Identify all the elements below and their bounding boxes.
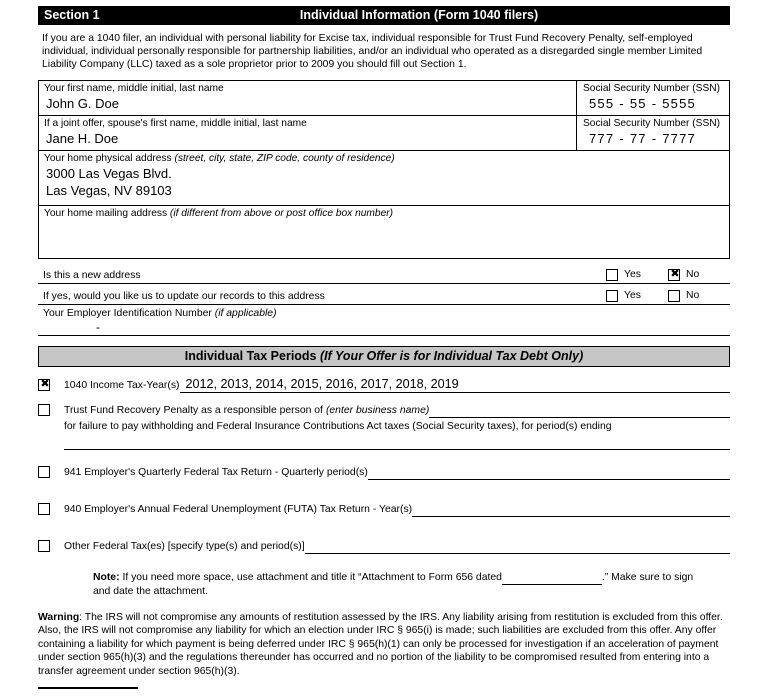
tax-period-tfrp-content bbox=[64, 402, 730, 450]
ssn-value-1 bbox=[583, 95, 724, 112]
update-records-yes-option[interactable] bbox=[606, 290, 668, 304]
first-name-value: John G. Doe bbox=[46, 95, 119, 111]
tax-period-other-field[interactable] bbox=[305, 538, 730, 554]
physical-address-row bbox=[39, 151, 729, 206]
physical-address-label-italic: (street, city, state, ZIP code, county of residence) bbox=[174, 152, 395, 164]
checkbox-other[interactable] bbox=[38, 540, 50, 552]
mailing-address-label bbox=[44, 208, 724, 220]
mailing-address-label-italic: (if different from above or post office box number) bbox=[169, 207, 394, 219]
tax-period-row-tfrp bbox=[38, 402, 730, 450]
checkbox-tfrp[interactable] bbox=[38, 404, 50, 416]
note-text-after: .” Make sure to sign and date the attachment. bbox=[93, 571, 694, 597]
tax-period-row-1040 bbox=[38, 377, 730, 396]
tax-period-tfrp-subfield[interactable] bbox=[64, 434, 730, 450]
ssn-dash-2: - bbox=[651, 95, 658, 111]
physical-address-cell[interactable] bbox=[39, 151, 729, 205]
checkbox-col-940 bbox=[38, 501, 64, 520]
question-row-new-address bbox=[38, 263, 730, 284]
tax-period-other-content bbox=[64, 538, 730, 554]
ssn-part-3: 5555 bbox=[662, 95, 696, 111]
question-row-update-records bbox=[38, 284, 730, 305]
tax-period-other-label: Other Federal Tax(es) [specify type(s) and period(s)] bbox=[64, 540, 305, 552]
update-records-no-label: No bbox=[686, 290, 700, 302]
tax-period-940-label: 940 Employer's Annual Federal Unemployment (FUTA) Tax Return - Year(s) bbox=[64, 503, 413, 515]
tax-period-tfrp-sublabel: for failure to pay withholding and Federal Insurance Contributions Act taxes (Social Security taxes), for period(s) ending bbox=[64, 420, 612, 432]
new-address-no-option[interactable] bbox=[668, 269, 730, 283]
mailing-address-cell[interactable] bbox=[39, 206, 729, 258]
checkbox-941[interactable] bbox=[38, 466, 50, 478]
tax-period-941-content bbox=[64, 464, 730, 480]
tax-periods-header bbox=[38, 346, 730, 367]
tax-period-1040-content bbox=[64, 377, 730, 393]
tax-period-row-940 bbox=[38, 501, 730, 520]
checkbox-col-tfrp bbox=[38, 402, 64, 421]
tax-period-940-line bbox=[64, 501, 730, 517]
question-text-update-records: If yes, would you like us to update our records to this address bbox=[43, 290, 325, 302]
ssn2-dash-1: - bbox=[619, 130, 625, 146]
ssn-value-2 bbox=[583, 130, 724, 147]
spouse-name-cell[interactable] bbox=[39, 116, 577, 150]
ssn-label-1: Social Security Number (SSN) bbox=[583, 82, 721, 94]
ssn2-part-3: 7777 bbox=[662, 130, 696, 146]
tax-period-1040-label: 1040 Income Tax-Year(s) bbox=[64, 379, 180, 391]
checkbox-col-941 bbox=[38, 464, 64, 483]
tax-period-tfrp-line bbox=[64, 402, 730, 418]
tax-period-row-other bbox=[38, 538, 730, 557]
physical-address-label-text: Your home physical address bbox=[44, 152, 172, 164]
note-text-before: If you need more space, use attachment and title it “Attachment to Form 656 dated bbox=[122, 571, 502, 583]
ssn-label-2: Social Security Number (SSN) bbox=[583, 117, 721, 129]
physical-address-line1: 3000 Las Vegas Blvd. bbox=[46, 165, 172, 181]
new-address-yes-label: Yes bbox=[624, 269, 641, 281]
ein-label: Your Employer Identification Number bbox=[43, 307, 212, 319]
note-label: Note: bbox=[93, 571, 120, 583]
address-questions bbox=[38, 263, 730, 305]
tax-period-940-field[interactable] bbox=[412, 501, 730, 517]
ssn-cell-1[interactable] bbox=[577, 81, 729, 115]
tax-period-tfrp-label: Trust Fund Recovery Penalty as a responsible person of bbox=[64, 404, 323, 416]
update-records-no-checkbox[interactable] bbox=[668, 290, 680, 302]
ssn-dash-1: - bbox=[619, 95, 625, 111]
note-block bbox=[93, 571, 703, 599]
checkbox-col-1040 bbox=[38, 377, 64, 396]
question-text-new-address: Is this a new address bbox=[43, 269, 141, 281]
physical-address-line2: Las Vegas, NV 89103 bbox=[46, 182, 172, 198]
spouse-name-row bbox=[39, 116, 729, 151]
section-title: Individual Information (Form 1040 filers) bbox=[299, 8, 539, 22]
ein-label-italic: (if applicable) bbox=[214, 307, 277, 319]
spouse-name-label: If a joint offer, spouse's first name, middle initial, last name bbox=[44, 117, 307, 129]
tax-periods-list bbox=[38, 377, 730, 557]
tax-period-row-941 bbox=[38, 464, 730, 483]
ssn2-part-2: 77 bbox=[629, 130, 647, 146]
ssn-part-2: 55 bbox=[629, 95, 647, 111]
update-records-yes-checkbox[interactable] bbox=[606, 290, 618, 302]
footer-rule bbox=[38, 687, 138, 689]
tax-period-941-field[interactable] bbox=[368, 464, 730, 480]
mailing-address-label-text: Your home mailing address bbox=[44, 207, 168, 219]
ssn2-dash-2: - bbox=[651, 130, 658, 146]
new-address-yes-option[interactable] bbox=[606, 269, 668, 283]
ssn-part-1: 555 bbox=[589, 95, 615, 111]
tax-period-940-content bbox=[64, 501, 730, 517]
checkbox-940[interactable] bbox=[38, 503, 50, 515]
mailing-address-row bbox=[39, 206, 729, 258]
physical-address-label bbox=[44, 153, 724, 165]
spouse-name-value: Jane H. Doe bbox=[46, 130, 119, 146]
ein-label-row bbox=[38, 308, 735, 319]
section-header bbox=[38, 6, 730, 25]
tax-period-other-line bbox=[64, 538, 730, 554]
note-blank-field[interactable] bbox=[502, 584, 602, 585]
new-address-yes-checkbox[interactable] bbox=[606, 269, 618, 281]
tax-period-tfrp-label-italic: (enter business name) bbox=[325, 404, 430, 416]
checkbox-1040[interactable] bbox=[38, 379, 50, 391]
new-address-no-checkbox[interactable] bbox=[668, 269, 680, 281]
tax-period-1040-field[interactable] bbox=[180, 377, 730, 393]
checkbox-col-other bbox=[38, 538, 64, 557]
tax-period-941-line bbox=[64, 464, 730, 480]
warning-label: Warning bbox=[38, 611, 80, 623]
ein-value[interactable]: - bbox=[38, 320, 730, 336]
section-number: Section 1 bbox=[44, 8, 100, 22]
new-address-no-label: No bbox=[686, 269, 700, 281]
warning-block bbox=[38, 611, 730, 679]
intro-paragraph: If you are a 1040 filer, an individual with personal liability for Excise tax, individual responsible for Trust Fund Recovery Penalty, self-employed individual, individual personally responsible for partnership liabilities, and/or an individual who operated as a disregarded single member Limited Liability Company (LLC) taxed as a sole proprietor prior to 2009 you should fill out Section 1. bbox=[42, 33, 703, 71]
tax-period-1040-line bbox=[64, 377, 730, 393]
personal-info-box bbox=[38, 80, 730, 259]
ssn2-part-1: 777 bbox=[589, 130, 615, 146]
warning-text: : The IRS will not compromise any amounts of restitution assessed by the IRS. Any liability arising from restitution is excluded from this offer. Also, the IRS will not compromise any liability for which an election under IRC § 965(i) is made; such liabilities are excluded from this offer. Any offer containing a liability for which payment is being deferred under IRC § 965(h)(1) can only be processed for investigation if an acceleration of payment under section 965(h)(3) and the regulations thereunder has occurred and no portion of the liability to be compromised resulted from entering into a transfer agreement under section 965(h)(3). bbox=[38, 611, 723, 677]
ssn-cell-2[interactable] bbox=[577, 116, 729, 150]
tax-periods-title: Individual Tax Periods bbox=[184, 348, 317, 363]
first-name-cell[interactable] bbox=[39, 81, 577, 115]
mailing-address-value bbox=[44, 220, 724, 237]
update-records-yes-label: Yes bbox=[624, 290, 641, 302]
tax-period-1040-value: 2012, 2013, 2014, 2015, 2016, 2017, 2018, 2019 bbox=[185, 376, 459, 391]
tax-period-941-label: 941 Employer's Quarterly Federal Tax Return - Quarterly period(s) bbox=[64, 466, 368, 478]
tax-periods-title-italic: (If Your Offer is for Individual Tax Debt Only) bbox=[320, 348, 584, 363]
first-name-label: Your first name, middle initial, last name bbox=[44, 82, 224, 94]
tax-period-tfrp-field[interactable] bbox=[429, 402, 730, 418]
update-records-no-option[interactable] bbox=[668, 290, 730, 304]
first-name-row bbox=[39, 81, 729, 116]
